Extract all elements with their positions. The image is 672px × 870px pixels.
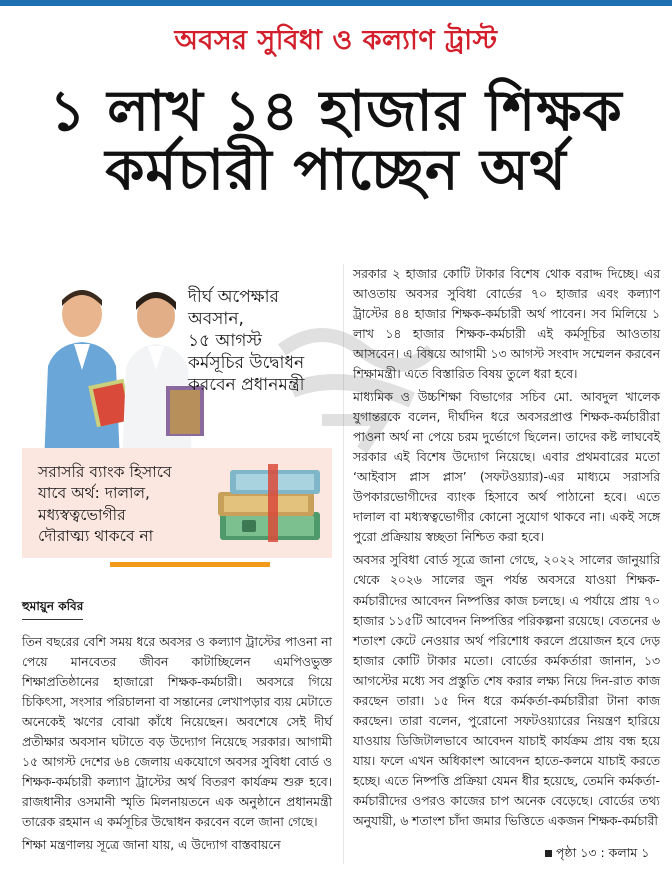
left-paragraph-1: তিন বছরের বেশি সময় ধরে অবসর ও কল্যাণ ট্রাস্টের পাওনা না পেয়ে মানবেতর জীবন কাটাচ্ছিলেন এমপিওভুক্ত শিক্ষাপ্রতিষ্ঠানের হাজারো শিক্ষক-কর্মচারী। অবসরে গিয়ে চিকিৎসা, সংসার পরিচালনা বা সন্তানের লেখাপড়ার ব্যয় মেটাতে অনেকেই ঋণের বোঝা কাঁধে নিয়েছেন। অবশেষে সেই দীর্ঘ প্রতীক্ষার অবসান ঘটাতে বড় উদ্যোগ নিয়েছে সরকার। আগামী ১৫ আগস্ট দেশের ৬৪ জেলায় একযোগে অবসর সুবিধা বোর্ড ও শিক্ষক-কর্মচারী কল্যাণ ট্রাস্টের অর্থ বিতরণ কার্যক্রম শুরু হবে। রাজধানীর ওসমানী স্মৃতি মিলনায়তনে এক অনুষ্ঠানে প্রধানমন্ত্রী তারেক রহমান এ কর্মসূচির উদ্বোধন করবেন বলে জানা গেছে।: [22, 635, 332, 830]
right-paragraph-2: মাধ্যমিক ও উচ্চশিক্ষা বিভাগের সচিব মো. আবদুল খালেক যুগান্তরকে বলেন, দীর্ঘদিন ধরে অবসরপ্রাপ্ত শিক্ষক-কর্মচারীরা পাওনা অর্থ না পেয়ে চরম দুর্ভোগে ছিলেন। তাদের কষ্ট লাঘবেই সরকার এই বিশেষ উদ্যোগ নিয়েছে। এবার প্রথমবারের মতো ‘আইবাস প্লাস প্লাস’ (সফটওয়্যার)-এর মাধ্যমে সরাসরি উপকারভোগীদের ব্যাংক হিসাবে অর্থ পাঠানো হবে। এতে দালাল বা মধ্যস্বত্বভোগীর কোনো সুযোগ থাকবে না। একই সঙ্গে পুরো প্রক্রিয়ায় স্বচ্ছতা নিশ্চিত করা হবে।: [353, 390, 660, 545]
continued-note: [545, 845, 649, 865]
right-body: [353, 264, 660, 834]
right-column: [353, 264, 660, 864]
money-stack-illustration: [212, 456, 328, 548]
headline: [0, 79, 672, 204]
highlight-line-5: করবেন প্রধানমন্ত্রী: [188, 375, 305, 396]
pullquote-line-3: মধ্যস্বত্বভোগীর: [38, 505, 126, 524]
headline-line-1: ১ লাখ ১৪ হাজার শিক্ষক: [49, 79, 623, 144]
highlight-text: [188, 286, 338, 396]
pullquote-line-4: দৌরাত্ম্য থাকবে না: [38, 527, 154, 546]
square-bullet-icon: [545, 850, 552, 857]
pullquote-line-2: যাবে অর্থ: দালাল,: [38, 484, 150, 503]
column-separator: [343, 264, 344, 864]
pullquote-line-1: সরাসরি ব্যাংক হিসাবে: [38, 463, 172, 481]
highlight-line-4: কর্মসূচির উদ্বোধন: [188, 353, 305, 374]
byline: হুমায়ুন কবির: [22, 598, 83, 620]
teachers-illustration: [30, 274, 208, 464]
pullquote-text: [38, 462, 238, 548]
left-body: [22, 632, 332, 858]
highlight-line-1: দীর্ঘ অপেক্ষার: [188, 287, 279, 307]
highlight-line-2: অবসান,: [188, 309, 244, 330]
right-paragraph-1: সরকার ২ হাজার কোটি টাকার বিশেষ থোক বরাদ্দ দিচ্ছে। এর আওতায় অবসর সুবিধা বোর্ডের ৭০ হাজার এবং কল্যাণ ট্রাস্টের ৪৪ হাজার শিক্ষক-কর্মচারী অর্থ পাবেন। সব মিলিয়ে ১ লাখ ১৪ হাজার শিক্ষক-কর্মচারী এই কর্মসূচির আওতায় আসবেন। এ বিষয়ে আগামী ১৩ আগস্ট সংবাদ সম্মেলন করবেন শিক্ষামন্ত্রী। এতে বিস্তারিত বিষয় তুলে ধরা হবে।: [353, 267, 660, 382]
kicker: অবসর সুবিধা ও কল্যাণ ট্রাস্ট: [174, 25, 498, 56]
left-column: [22, 268, 332, 868]
right-paragraph-3: অবসর সুবিধা বোর্ড সূত্রে জানা গেছে, ২০২২ সালের জানুয়ারি থেকে ২০২৬ সালের জুন পর্যন্ত অবসরে যাওয়া শিক্ষক-কর্মচারীদের আবেদন নিষ্পত্তির কাজ চলছে। এ পর্যায়ে প্রায় ৭০ হাজার ১১৫টি আবেদন নিষ্পত্তির পরিকল্পনা রয়েছে। বেতনের ৬ শতাংশ কেটে নেওয়ার অর্থ পরিশোধ করলে প্রয়োজন হবে দেড় হাজার কোটি টাকার মতো। বোর্ডের কর্মকর্তারা জানান, ১৩ আগস্টের মধ্যে সব প্রস্তুতি শেষ করার লক্ষ্য নিয়ে দিন-রাত কাজ করছেন তারা। ১৫ দিন ধরে কর্মকর্তা-কর্মচারীরা টানা কাজ করছেন। তারা বলেন, পুরোনো সফটওয়্যারের নিয়ন্ত্রণ হারিয়ে যাওয়ায় ডিজিটালভাবে আবেদন যাচাই কার্যক্রম প্রায় বন্ধ হয়ে যায়। ফলে এখন অধিকাংশ আবেদন হাতে-কলমে যাচাই করতে হচ্ছে। এতে নিষ্পত্তি প্রক্রিয়া যেমন ধীর হয়েছে, তেমনি কর্মকর্তা-কর্মচারীদের ওপরও কাজের চাপ অনেক বেড়েছে। বোর্ডের তথ্য অনুযায়ী, ৬ শতাংশ চাঁদা জমার ভিত্তিতে একজন শিক্ষক-কর্মচারী: [353, 553, 660, 828]
highlight-line-3: ১৫ আগস্ট: [188, 331, 262, 352]
feature-image-box: [22, 268, 332, 558]
left-paragraph-2: শিক্ষা মন্ত্রণালয় সূত্রে জানা যায়, এ উদ্যোগ বাস্তবায়নে: [22, 838, 281, 853]
top-rule: [0, 0, 672, 6]
continued-text: পৃষ্ঠা ১৩ : কলাম ১: [556, 845, 650, 860]
headline-line-2: কর্মচারী পাচ্ছেন অর্থ: [105, 138, 567, 204]
accent-bar: [110, 562, 270, 567]
